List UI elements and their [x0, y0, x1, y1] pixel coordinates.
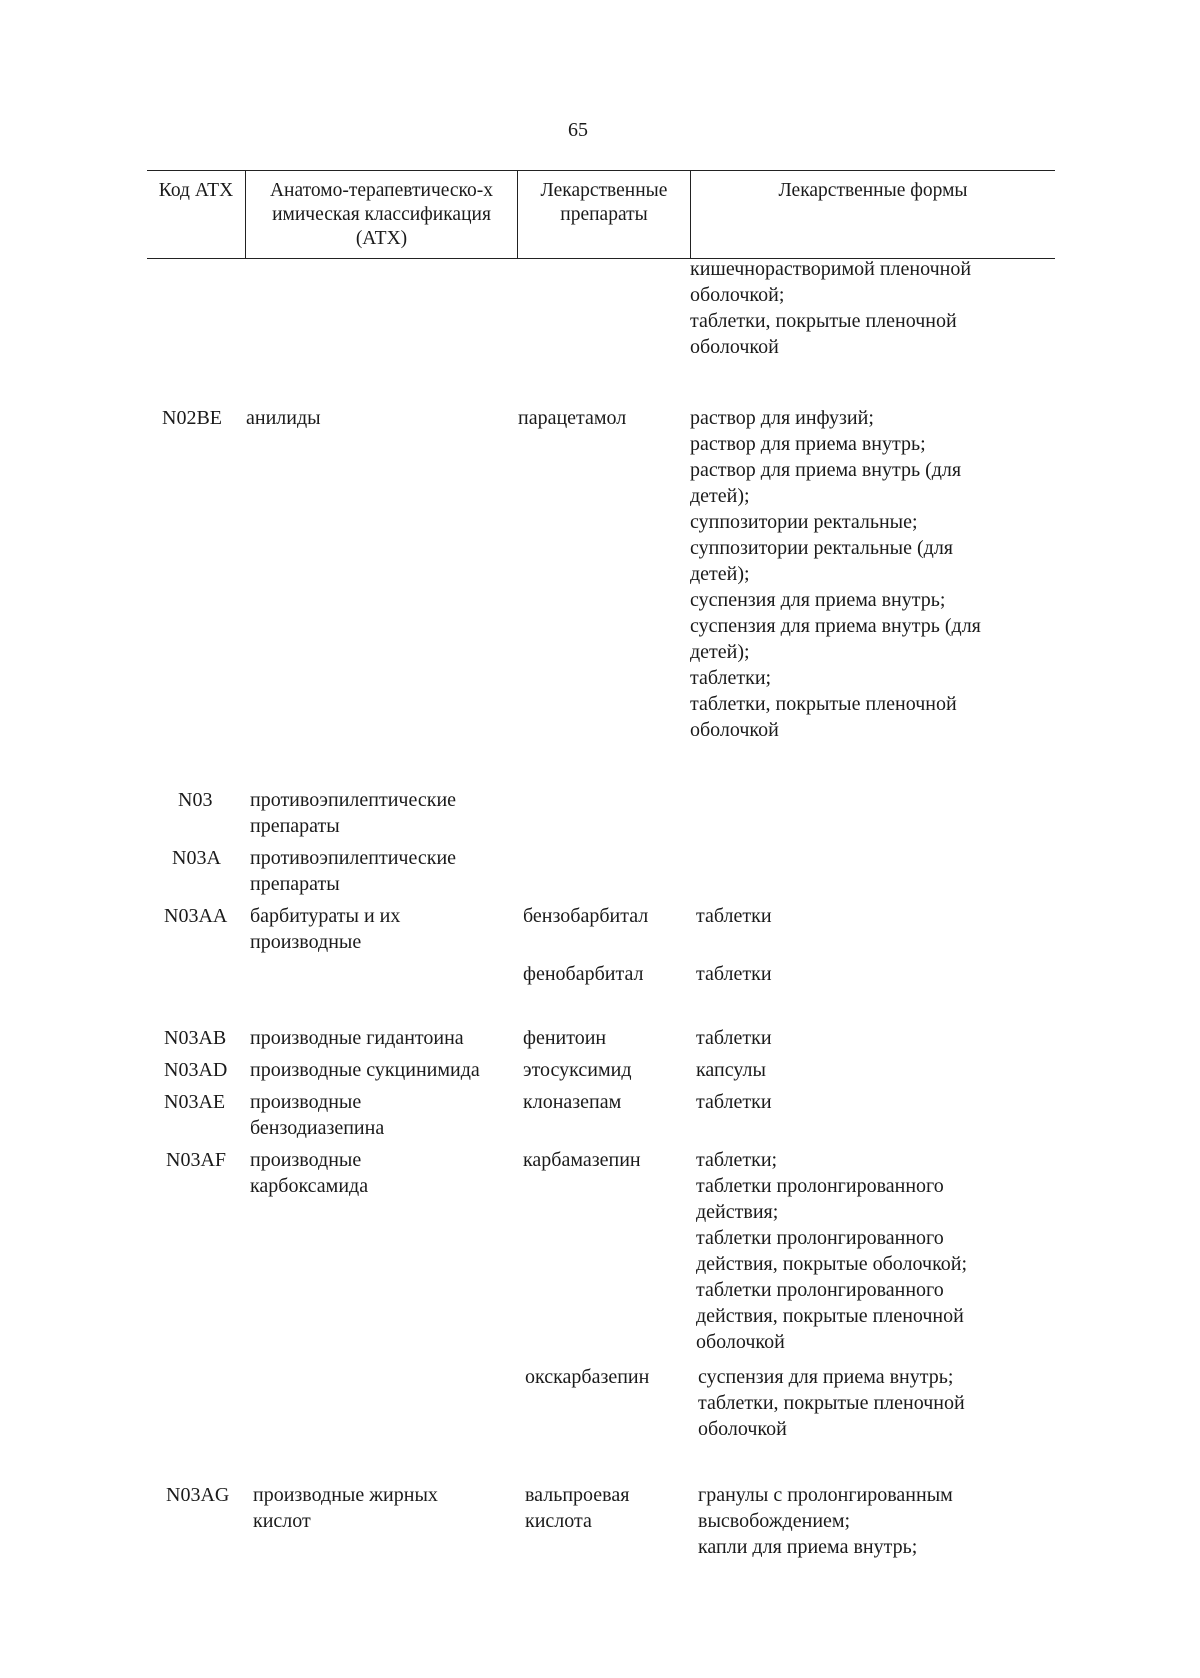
row-4-drug: бензобарбитал	[523, 905, 649, 927]
row-6-name: производные гидантоина	[250, 1027, 464, 1049]
row-5-forms: таблетки	[696, 963, 772, 985]
row-7-name: производные сукцинимида	[250, 1059, 480, 1081]
row-7-drug: этосуксимид	[523, 1059, 632, 1081]
row-2-code: N03	[178, 789, 213, 811]
header-drugs: Лекарственные препараты	[517, 171, 690, 258]
row-11-code: N03AG	[166, 1484, 230, 1506]
row-0-forms: кишечнорастворимой пленочной оболочкой; таблетки, покрытые пленочной оболочкой	[690, 258, 972, 358]
row-7-code: N03AD	[164, 1059, 228, 1081]
header-forms: Лекарственные формы	[690, 171, 1055, 258]
row-6-forms: таблетки	[696, 1027, 772, 1049]
row-10-forms: суспензия для приема внутрь; таблетки, покрытые пленочной оболочкой	[698, 1366, 965, 1440]
row-1-forms: раствор для инфузий; раствор для приема внутрь; раствор для приема внутрь (для детей); суппозитории ректальные; суппозитории ректальные (для детей); суспензия для приема внутрь; суспензия для приема внутрь (для детей); таблетки; таблетки, покрытые пленочной оболочкой	[690, 407, 981, 741]
row-2-name: противоэпилептические препараты	[250, 789, 457, 837]
header-classification: Анатомо-терапевтическо-х имическая классификация (АТХ)	[245, 171, 517, 258]
page-number: 65	[568, 119, 588, 141]
row-9-forms: таблетки; таблетки пролонгированного действия; таблетки пролонгированного действия, покрытые оболочкой; таблетки пролонгированного действия, покрытые пленочной оболочкой	[696, 1149, 968, 1353]
row-7-forms: капсулы	[696, 1059, 766, 1081]
row-9-drug: карбамазепин	[523, 1149, 641, 1171]
row-6-code: N03AB	[164, 1027, 227, 1049]
row-5-drug: фенобарбитал	[523, 963, 644, 985]
row-4-name: барбитураты и их производные	[250, 905, 401, 953]
row-4-forms: таблетки	[696, 905, 772, 927]
row-11-name: производные жирных кислот	[253, 1484, 438, 1532]
row-1-name: анилиды	[246, 407, 321, 429]
row-8-forms: таблетки	[696, 1091, 772, 1113]
row-11-forms: гранулы с пролонгированным высвобождением; капли для приема внутрь;	[698, 1484, 953, 1558]
row-3-name: противоэпилептические препараты	[250, 847, 457, 895]
header-code: Код АТХ	[158, 180, 234, 201]
row-9-code: N03AF	[166, 1149, 227, 1171]
row-1-drug: парацетамол	[518, 407, 627, 429]
row-3-code: N03A	[172, 847, 221, 869]
row-8-drug: клоназепам	[523, 1091, 622, 1113]
row-6-drug: фенитоин	[523, 1027, 607, 1049]
row-8-name: производные бензодиазепина	[250, 1091, 385, 1139]
row-11-drug: вальпроевая кислота	[525, 1484, 630, 1532]
row-10-drug: окскарбазепин	[525, 1366, 650, 1388]
table-header	[147, 170, 1055, 259]
row-4-code: N03AA	[164, 905, 228, 927]
row-1-code: N02BE	[162, 407, 222, 429]
row-8-code: N03AE	[164, 1091, 226, 1113]
row-9-name: производные карбоксамида	[250, 1149, 369, 1197]
